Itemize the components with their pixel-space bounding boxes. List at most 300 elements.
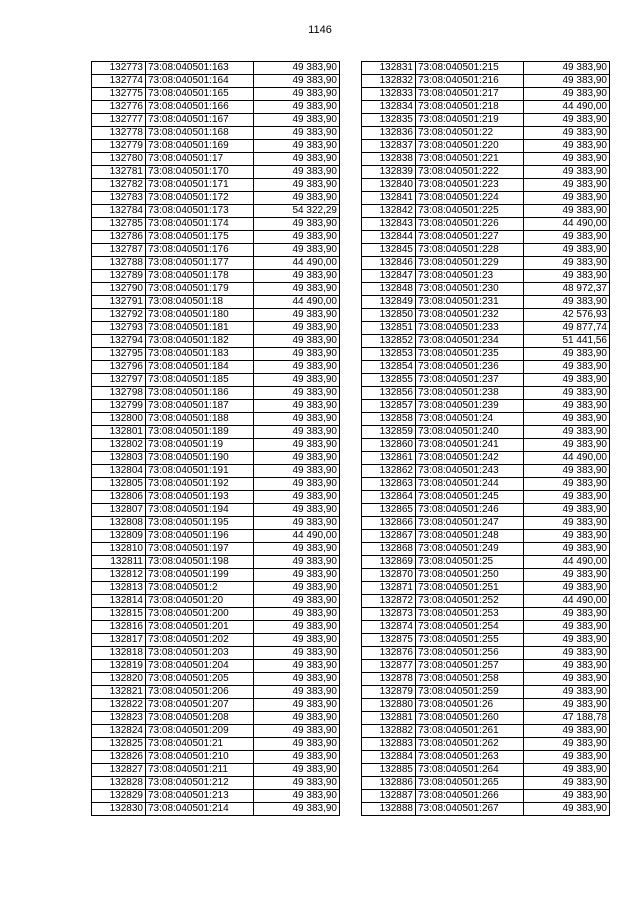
table-row xyxy=(92,621,340,634)
cadastral-number-cell: 73:08:040501:178 xyxy=(146,270,254,283)
cadastral-number-cell: 73:08:040501:248 xyxy=(416,530,524,543)
cadastral-number-cell: 73:08:040501:243 xyxy=(416,465,524,478)
value-cell: 44 490,00 xyxy=(254,530,340,543)
cadastral-number-cell: 73:08:040501:250 xyxy=(416,569,524,582)
cadastral-number-cell: 73:08:040501:189 xyxy=(146,426,254,439)
table-row xyxy=(362,140,610,153)
value-cell: 49 383,90 xyxy=(524,504,610,517)
value-cell: 51 441,56 xyxy=(524,335,610,348)
row-number-cell: 132783 xyxy=(92,192,146,205)
row-number-cell: 132822 xyxy=(92,699,146,712)
cadastral-number-cell: 73:08:040501:224 xyxy=(416,192,524,205)
cadastral-number-cell: 73:08:040501:21 xyxy=(146,738,254,751)
table-row xyxy=(92,699,340,712)
value-cell: 49 383,90 xyxy=(524,634,610,647)
cadastral-number-cell: 73:08:040501:203 xyxy=(146,647,254,660)
row-number-cell: 132829 xyxy=(92,790,146,803)
row-number-cell: 132864 xyxy=(362,491,416,504)
table-row xyxy=(92,413,340,426)
row-number-cell: 132780 xyxy=(92,153,146,166)
table-row xyxy=(362,556,610,569)
row-number-cell: 132876 xyxy=(362,647,416,660)
value-cell: 49 383,90 xyxy=(254,166,340,179)
cadastral-number-cell: 73:08:040501:20 xyxy=(146,595,254,608)
table-row xyxy=(362,75,610,88)
page-number: 1146 xyxy=(308,24,332,36)
cadastral-number-cell: 73:08:040501:255 xyxy=(416,634,524,647)
value-cell: 49 383,90 xyxy=(254,582,340,595)
table-row xyxy=(92,595,340,608)
value-cell: 49 383,90 xyxy=(254,725,340,738)
value-cell: 54 322,29 xyxy=(254,205,340,218)
row-number-cell: 132801 xyxy=(92,426,146,439)
table-row xyxy=(362,491,610,504)
table-row xyxy=(362,439,610,452)
value-cell: 49 383,90 xyxy=(254,179,340,192)
row-number-cell: 132792 xyxy=(92,309,146,322)
value-cell: 49 383,90 xyxy=(254,413,340,426)
left-table-body xyxy=(92,62,340,816)
row-number-cell: 132778 xyxy=(92,127,146,140)
value-cell: 47 188,78 xyxy=(524,712,610,725)
cadastral-number-cell: 73:08:040501:167 xyxy=(146,114,254,127)
value-cell: 49 383,90 xyxy=(524,88,610,101)
row-number-cell: 132831 xyxy=(362,62,416,75)
value-cell: 49 383,90 xyxy=(254,491,340,504)
value-cell: 49 383,90 xyxy=(524,192,610,205)
left-table xyxy=(91,61,340,816)
cadastral-number-cell: 73:08:040501:201 xyxy=(146,621,254,634)
cadastral-number-cell: 73:08:040501:2 xyxy=(146,582,254,595)
cadastral-number-cell: 73:08:040501:219 xyxy=(416,114,524,127)
cadastral-number-cell: 73:08:040501:254 xyxy=(416,621,524,634)
cadastral-number-cell: 73:08:040501:211 xyxy=(146,764,254,777)
value-cell: 49 383,90 xyxy=(524,569,610,582)
row-number-cell: 132830 xyxy=(92,803,146,816)
row-number-cell: 132841 xyxy=(362,192,416,205)
table-row xyxy=(362,725,610,738)
cadastral-number-cell: 73:08:040501:253 xyxy=(416,608,524,621)
table-row xyxy=(362,686,610,699)
table-row xyxy=(362,634,610,647)
cadastral-number-cell: 73:08:040501:23 xyxy=(416,270,524,283)
table-row xyxy=(92,62,340,75)
table-row xyxy=(92,543,340,556)
table-row xyxy=(362,699,610,712)
row-number-cell: 132851 xyxy=(362,322,416,335)
table-row xyxy=(362,348,610,361)
table-row xyxy=(92,75,340,88)
value-cell: 49 383,90 xyxy=(254,153,340,166)
row-number-cell: 132869 xyxy=(362,556,416,569)
value-cell: 49 383,90 xyxy=(254,595,340,608)
cadastral-number-cell: 73:08:040501:246 xyxy=(416,504,524,517)
table-row xyxy=(92,569,340,582)
cadastral-number-cell: 73:08:040501:262 xyxy=(416,738,524,751)
row-number-cell: 132883 xyxy=(362,738,416,751)
row-number-cell: 132798 xyxy=(92,387,146,400)
cadastral-number-cell: 73:08:040501:177 xyxy=(146,257,254,270)
value-cell: 49 383,90 xyxy=(254,218,340,231)
table-row xyxy=(92,725,340,738)
table-row xyxy=(362,205,610,218)
table-row xyxy=(362,127,610,140)
table-row xyxy=(362,504,610,517)
row-number-cell: 132789 xyxy=(92,270,146,283)
row-number-cell: 132836 xyxy=(362,127,416,140)
cadastral-number-cell: 73:08:040501:235 xyxy=(416,348,524,361)
cadastral-number-cell: 73:08:040501:194 xyxy=(146,504,254,517)
row-number-cell: 132884 xyxy=(362,751,416,764)
cadastral-number-cell: 73:08:040501:175 xyxy=(146,231,254,244)
table-row xyxy=(92,374,340,387)
cadastral-number-cell: 73:08:040501:210 xyxy=(146,751,254,764)
table-row xyxy=(362,478,610,491)
table-row xyxy=(362,244,610,257)
cadastral-number-cell: 73:08:040501:207 xyxy=(146,699,254,712)
table-row xyxy=(362,673,610,686)
cadastral-number-cell: 73:08:040501:193 xyxy=(146,491,254,504)
row-number-cell: 132885 xyxy=(362,764,416,777)
row-number-cell: 132810 xyxy=(92,543,146,556)
table-row xyxy=(92,608,340,621)
table-row xyxy=(362,738,610,751)
row-number-cell: 132832 xyxy=(362,75,416,88)
cadastral-number-cell: 73:08:040501:185 xyxy=(146,374,254,387)
table-row xyxy=(362,88,610,101)
table-row xyxy=(362,647,610,660)
row-number-cell: 132803 xyxy=(92,452,146,465)
value-cell: 49 383,90 xyxy=(524,75,610,88)
table-row xyxy=(362,660,610,673)
cadastral-number-cell: 73:08:040501:249 xyxy=(416,543,524,556)
cadastral-number-cell: 73:08:040501:163 xyxy=(146,62,254,75)
value-cell: 49 383,90 xyxy=(254,452,340,465)
value-cell: 49 383,90 xyxy=(254,231,340,244)
value-cell: 49 383,90 xyxy=(524,179,610,192)
row-number-cell: 132879 xyxy=(362,686,416,699)
table-row xyxy=(92,88,340,101)
cadastral-number-cell: 73:08:040501:195 xyxy=(146,517,254,530)
cadastral-number-cell: 73:08:040501:232 xyxy=(416,309,524,322)
row-number-cell: 132878 xyxy=(362,673,416,686)
cadastral-number-cell: 73:08:040501:179 xyxy=(146,283,254,296)
value-cell: 49 383,90 xyxy=(254,439,340,452)
cadastral-number-cell: 73:08:040501:169 xyxy=(146,140,254,153)
row-number-cell: 132815 xyxy=(92,608,146,621)
table-row xyxy=(92,556,340,569)
cadastral-number-cell: 73:08:040501:187 xyxy=(146,400,254,413)
row-number-cell: 132782 xyxy=(92,179,146,192)
table-row xyxy=(92,244,340,257)
table-row xyxy=(362,218,610,231)
value-cell: 49 383,90 xyxy=(254,335,340,348)
value-cell: 49 383,90 xyxy=(524,530,610,543)
table-row xyxy=(92,660,340,673)
row-number-cell: 132844 xyxy=(362,231,416,244)
table-row xyxy=(92,127,340,140)
cadastral-number-cell: 73:08:040501:183 xyxy=(146,348,254,361)
value-cell: 44 490,00 xyxy=(524,101,610,114)
table-row xyxy=(362,543,610,556)
value-cell: 49 383,90 xyxy=(254,660,340,673)
cadastral-number-cell: 73:08:040501:227 xyxy=(416,231,524,244)
table-row xyxy=(362,764,610,777)
value-cell: 49 383,90 xyxy=(524,777,610,790)
table-row xyxy=(362,335,610,348)
row-number-cell: 132843 xyxy=(362,218,416,231)
row-number-cell: 132800 xyxy=(92,413,146,426)
table-row xyxy=(92,764,340,777)
value-cell: 49 383,90 xyxy=(254,374,340,387)
table-row xyxy=(92,790,340,803)
table-row xyxy=(362,192,610,205)
value-cell: 49 383,90 xyxy=(524,751,610,764)
table-row xyxy=(92,283,340,296)
row-number-cell: 132788 xyxy=(92,257,146,270)
row-number-cell: 132820 xyxy=(92,673,146,686)
row-number-cell: 132842 xyxy=(362,205,416,218)
row-number-cell: 132781 xyxy=(92,166,146,179)
cadastral-number-cell: 73:08:040501:186 xyxy=(146,387,254,400)
table-row xyxy=(92,478,340,491)
value-cell: 49 383,90 xyxy=(254,621,340,634)
cadastral-number-cell: 73:08:040501:264 xyxy=(416,764,524,777)
value-cell: 49 383,90 xyxy=(254,127,340,140)
row-number-cell: 132797 xyxy=(92,374,146,387)
table-row xyxy=(362,114,610,127)
table-row xyxy=(92,335,340,348)
table-row xyxy=(362,465,610,478)
row-number-cell: 132784 xyxy=(92,205,146,218)
value-cell: 49 383,90 xyxy=(254,101,340,114)
cadastral-number-cell: 73:08:040501:215 xyxy=(416,62,524,75)
table-row xyxy=(362,101,610,114)
cadastral-number-cell: 73:08:040501:192 xyxy=(146,478,254,491)
value-cell: 49 383,90 xyxy=(254,348,340,361)
cadastral-number-cell: 73:08:040501:166 xyxy=(146,101,254,114)
table-row xyxy=(362,62,610,75)
table-row xyxy=(362,283,610,296)
table-row xyxy=(362,777,610,790)
table-row xyxy=(362,309,610,322)
row-number-cell: 132776 xyxy=(92,101,146,114)
table-row xyxy=(362,153,610,166)
value-cell: 49 383,90 xyxy=(524,153,610,166)
table-row xyxy=(92,452,340,465)
row-number-cell: 132790 xyxy=(92,283,146,296)
cadastral-number-cell: 73:08:040501:236 xyxy=(416,361,524,374)
value-cell: 49 383,90 xyxy=(254,686,340,699)
table-row xyxy=(362,322,610,335)
row-number-cell: 132872 xyxy=(362,595,416,608)
table-row xyxy=(362,582,610,595)
cadastral-number-cell: 73:08:040501:241 xyxy=(416,439,524,452)
table-row xyxy=(92,296,340,309)
right-table xyxy=(361,61,610,816)
cadastral-number-cell: 73:08:040501:259 xyxy=(416,686,524,699)
cadastral-number-cell: 73:08:040501:26 xyxy=(416,699,524,712)
row-number-cell: 132861 xyxy=(362,452,416,465)
value-cell: 49 383,90 xyxy=(254,270,340,283)
cadastral-number-cell: 73:08:040501:226 xyxy=(416,218,524,231)
row-number-cell: 132775 xyxy=(92,88,146,101)
value-cell: 49 383,90 xyxy=(254,75,340,88)
value-cell: 49 383,90 xyxy=(254,114,340,127)
table-row xyxy=(362,712,610,725)
row-number-cell: 132866 xyxy=(362,517,416,530)
value-cell: 49 383,90 xyxy=(524,647,610,660)
cadastral-number-cell: 73:08:040501:237 xyxy=(416,374,524,387)
table-row xyxy=(362,790,610,803)
value-cell: 49 383,90 xyxy=(254,62,340,75)
cadastral-number-cell: 73:08:040501:220 xyxy=(416,140,524,153)
cadastral-number-cell: 73:08:040501:223 xyxy=(416,179,524,192)
cadastral-number-cell: 73:08:040501:213 xyxy=(146,790,254,803)
value-cell: 49 383,90 xyxy=(254,244,340,257)
cadastral-number-cell: 73:08:040501:176 xyxy=(146,244,254,257)
value-cell: 49 383,90 xyxy=(524,166,610,179)
table-row xyxy=(362,595,610,608)
value-cell: 49 383,90 xyxy=(524,491,610,504)
value-cell: 49 383,90 xyxy=(254,764,340,777)
row-number-cell: 132819 xyxy=(92,660,146,673)
value-cell: 49 383,90 xyxy=(254,400,340,413)
value-cell: 49 383,90 xyxy=(254,556,340,569)
table-row xyxy=(92,270,340,283)
cadastral-number-cell: 73:08:040501:19 xyxy=(146,439,254,452)
row-number-cell: 132777 xyxy=(92,114,146,127)
row-number-cell: 132807 xyxy=(92,504,146,517)
cadastral-number-cell: 73:08:040501:172 xyxy=(146,192,254,205)
row-number-cell: 132874 xyxy=(362,621,416,634)
table-row xyxy=(362,179,610,192)
table-row xyxy=(92,504,340,517)
row-number-cell: 132824 xyxy=(92,725,146,738)
row-number-cell: 132877 xyxy=(362,660,416,673)
cadastral-number-cell: 73:08:040501:216 xyxy=(416,75,524,88)
cadastral-number-cell: 73:08:040501:221 xyxy=(416,153,524,166)
table-row xyxy=(362,166,610,179)
row-number-cell: 132846 xyxy=(362,257,416,270)
table-row xyxy=(92,517,340,530)
row-number-cell: 132855 xyxy=(362,374,416,387)
table-row xyxy=(92,348,340,361)
value-cell: 49 383,90 xyxy=(524,543,610,556)
value-cell: 44 490,00 xyxy=(524,595,610,608)
row-number-cell: 132857 xyxy=(362,400,416,413)
table-row xyxy=(92,426,340,439)
value-cell: 49 383,90 xyxy=(524,374,610,387)
row-number-cell: 132860 xyxy=(362,439,416,452)
cadastral-number-cell: 73:08:040501:25 xyxy=(416,556,524,569)
cadastral-number-cell: 73:08:040501:196 xyxy=(146,530,254,543)
cadastral-number-cell: 73:08:040501:180 xyxy=(146,309,254,322)
table-row xyxy=(92,166,340,179)
value-cell: 49 383,90 xyxy=(254,387,340,400)
row-number-cell: 132818 xyxy=(92,647,146,660)
row-number-cell: 132859 xyxy=(362,426,416,439)
value-cell: 49 383,90 xyxy=(524,803,610,816)
row-number-cell: 132873 xyxy=(362,608,416,621)
cadastral-number-cell: 73:08:040501:256 xyxy=(416,647,524,660)
table-row xyxy=(362,231,610,244)
table-row xyxy=(92,803,340,816)
cadastral-number-cell: 73:08:040501:212 xyxy=(146,777,254,790)
cadastral-number-cell: 73:08:040501:170 xyxy=(146,166,254,179)
value-cell: 49 383,90 xyxy=(524,517,610,530)
row-number-cell: 132839 xyxy=(362,166,416,179)
value-cell: 49 383,90 xyxy=(524,114,610,127)
row-number-cell: 132835 xyxy=(362,114,416,127)
value-cell: 49 383,90 xyxy=(524,790,610,803)
cadastral-number-cell: 73:08:040501:260 xyxy=(416,712,524,725)
table-row xyxy=(92,114,340,127)
row-number-cell: 132875 xyxy=(362,634,416,647)
cadastral-number-cell: 73:08:040501:208 xyxy=(146,712,254,725)
table-row xyxy=(362,751,610,764)
value-cell: 49 383,90 xyxy=(254,608,340,621)
table-row xyxy=(92,582,340,595)
value-cell: 44 490,00 xyxy=(254,296,340,309)
cadastral-number-cell: 73:08:040501:234 xyxy=(416,335,524,348)
row-number-cell: 132858 xyxy=(362,413,416,426)
cadastral-number-cell: 73:08:040501:17 xyxy=(146,153,254,166)
value-cell: 49 383,90 xyxy=(254,88,340,101)
value-cell: 49 383,90 xyxy=(254,751,340,764)
cadastral-number-cell: 73:08:040501:202 xyxy=(146,634,254,647)
cadastral-number-cell: 73:08:040501:261 xyxy=(416,725,524,738)
cadastral-number-cell: 73:08:040501:257 xyxy=(416,660,524,673)
row-number-cell: 132837 xyxy=(362,140,416,153)
row-number-cell: 132799 xyxy=(92,400,146,413)
cadastral-number-cell: 73:08:040501:247 xyxy=(416,517,524,530)
table-row xyxy=(362,569,610,582)
table-row xyxy=(362,387,610,400)
cadastral-number-cell: 73:08:040501:198 xyxy=(146,556,254,569)
table-row xyxy=(92,309,340,322)
row-number-cell: 132779 xyxy=(92,140,146,153)
row-number-cell: 132825 xyxy=(92,738,146,751)
cadastral-number-cell: 73:08:040501:266 xyxy=(416,790,524,803)
value-cell: 49 383,90 xyxy=(524,244,610,257)
cadastral-number-cell: 73:08:040501:267 xyxy=(416,803,524,816)
value-cell: 49 383,90 xyxy=(524,231,610,244)
value-cell: 49 383,90 xyxy=(254,699,340,712)
value-cell: 49 383,90 xyxy=(254,647,340,660)
row-number-cell: 132808 xyxy=(92,517,146,530)
value-cell: 49 383,90 xyxy=(254,504,340,517)
table-row xyxy=(362,530,610,543)
value-cell: 49 383,90 xyxy=(524,413,610,426)
value-cell: 49 383,90 xyxy=(254,543,340,556)
cadastral-number-cell: 73:08:040501:218 xyxy=(416,101,524,114)
table-row xyxy=(92,751,340,764)
cadastral-number-cell: 73:08:040501:190 xyxy=(146,452,254,465)
value-cell: 44 490,00 xyxy=(524,452,610,465)
cadastral-number-cell: 73:08:040501:244 xyxy=(416,478,524,491)
row-number-cell: 132853 xyxy=(362,348,416,361)
row-number-cell: 132882 xyxy=(362,725,416,738)
row-number-cell: 132871 xyxy=(362,582,416,595)
value-cell: 49 383,90 xyxy=(524,140,610,153)
row-number-cell: 132802 xyxy=(92,439,146,452)
row-number-cell: 132828 xyxy=(92,777,146,790)
row-number-cell: 132791 xyxy=(92,296,146,309)
table-row xyxy=(362,374,610,387)
value-cell: 49 383,90 xyxy=(254,192,340,205)
row-number-cell: 132840 xyxy=(362,179,416,192)
